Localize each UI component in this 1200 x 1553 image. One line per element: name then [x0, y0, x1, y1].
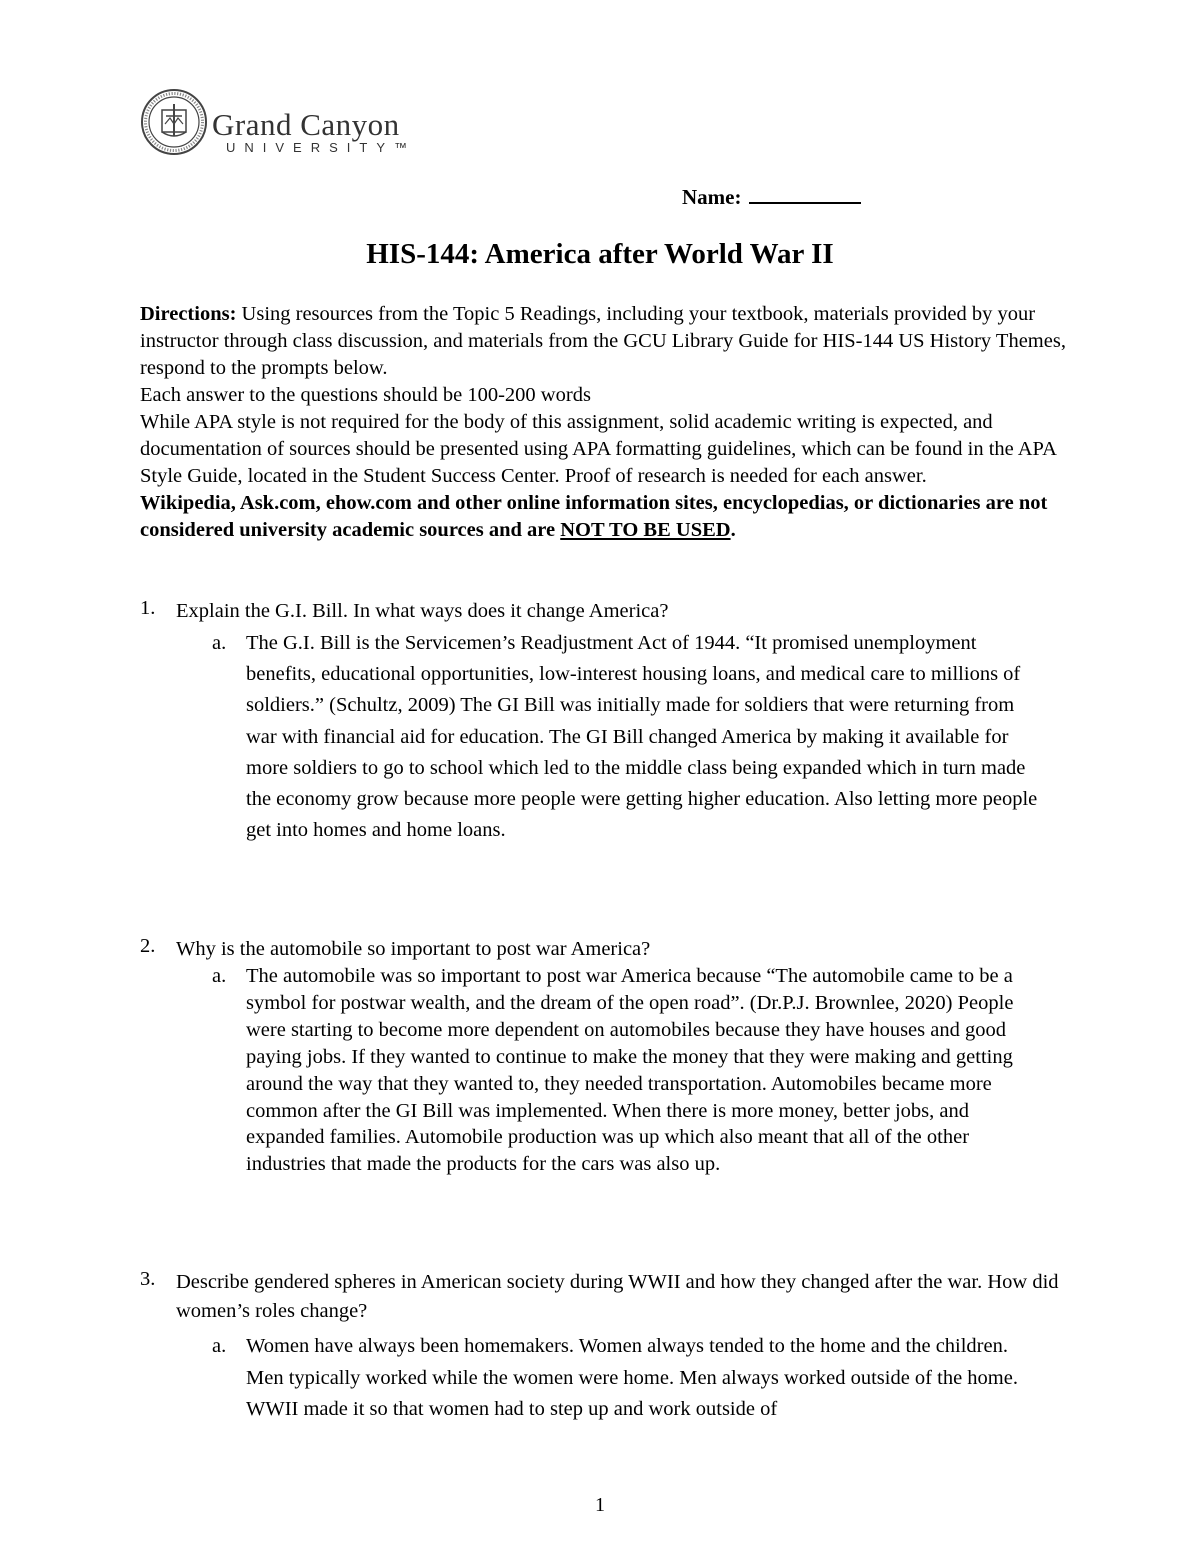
name-label: Name: [682, 185, 742, 209]
question-number: 3. [140, 1268, 156, 1290]
question-number: 1. [140, 597, 156, 619]
question-text: Describe gendered spheres in American society during WWII and how they changed after the war. How did women’s roles change? [176, 1271, 1059, 1322]
sources-warning-end: . [730, 519, 736, 541]
answer-letter: a. [212, 1335, 227, 1357]
answer-text: The automobile was so important to post war America because “The automobile came to be a symbol for postwar wealth, and the dream of the open road”. (Dr.P.J. Brownlee, 2020) People were starting to become more dependent on automobiles because they have houses and good paying jobs. If they wanted to continue to make the money that they were making and getting around the way that they wanted to, they needed transportation. Automobiles became more common after the GI Bill was implemented. When there is more money, better jobs, and expanded families. Automobile production was up which also meant that all of the other industries that made the products for the cars was also up. [246, 965, 1014, 1176]
answer-letter: a. [212, 965, 227, 987]
directions-text: Using resources from the Topic 5 Readings, including your textbook, materials provided by your instructor through class discussion, and materials from the GCU Library Guide for HIS-144 US History Themes, respond to the prompts below. [140, 303, 1066, 379]
logo-subtitle: UNIVERSITY™ [226, 140, 417, 155]
sources-warning-underlined: NOT TO BE USED [560, 519, 731, 541]
question-text: Explain the G.I. Bill. In what ways does it change America? [176, 600, 669, 622]
page-number: 1 [595, 1494, 605, 1516]
page-title: HIS-144: America after World War II [366, 238, 834, 270]
university-logo [140, 88, 460, 160]
directions-word-count: Each answer to the questions should be 100-200 words [140, 384, 591, 406]
name-field [682, 184, 861, 210]
question-text: Why is the automobile so important to post war America? [176, 938, 651, 960]
question-number: 2. [140, 935, 156, 957]
directions-label: Directions: [140, 303, 237, 325]
sources-warning: Wikipedia, Ask.com, ehow.com and other online information sites, encyclopedias, or dictionaries are not considered university academic sources and are [140, 492, 1048, 541]
directions-block [140, 301, 1070, 544]
university-seal-icon [140, 88, 208, 156]
logo-wordmark: Grand Canyon [212, 107, 400, 142]
answer-text: Women have always been homemakers. Women always tended to the home and the children. Men typically worked while the women were home. Men always worked outside of the home. WWII made it so that women had to step up and work outside of [246, 1335, 1018, 1420]
name-blank-line [749, 184, 861, 204]
directions-apa: While APA style is not required for the body of this assignment, solid academic writing is expected, and documentation of sources should be presented using APA formatting guidelines, which can be found in the APA Style Guide, located in the Student Success Center. Proof of research is needed for each answer. [140, 411, 1056, 487]
answer-text: The G.I. Bill is the Servicemen’s Readjustment Act of 1944. “It promised unemployment benefits, educational opportunities, low-interest housing loans, and medical care to millions of soldiers.” (Schultz, 2009) The GI Bill was initially made for soldiers that were returning from war with financial aid for education. The GI Bill changed America by making it available for more soldiers to go to school which led to the middle class being expanded which in turn made the economy grow because more people were getting higher education. Also letting more people get into homes and home loans. [246, 632, 1038, 842]
answer-letter: a. [212, 632, 227, 654]
